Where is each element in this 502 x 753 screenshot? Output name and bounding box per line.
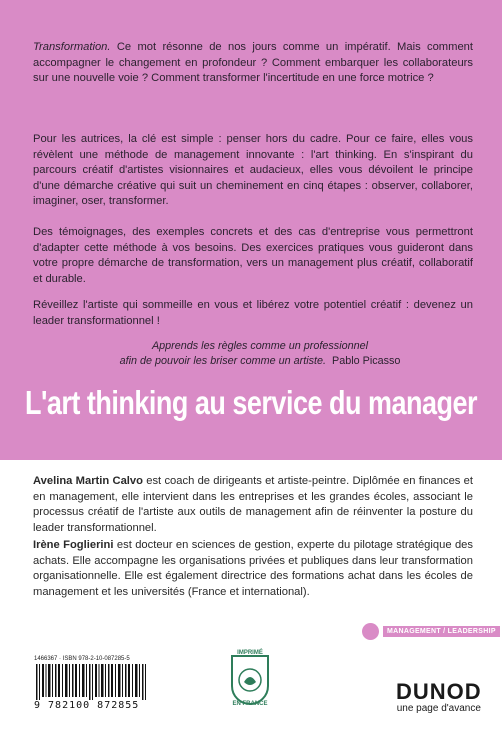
barcode-isbn: 1466367 · ISBN 978-2-10-087285-5 bbox=[34, 656, 130, 662]
author-2-bio: est docteur en sciences de gestion, experte du pilotage stratégique des achats. Elle accompagne les organisations privées et publiques dans leur transformation organisationnelle. Elle est également directrice des formations achat dans les écoles de management et les universités (France et international). bbox=[33, 539, 473, 598]
printed-in-france-seal-icon bbox=[226, 648, 274, 708]
seal-bottom-text: EN FRANCE bbox=[232, 701, 268, 707]
collection-label bbox=[362, 623, 500, 640]
author-1-name: Avelina Martin Calvo bbox=[33, 475, 143, 487]
testimonials-paragraph: Des témoignages, des exemples concrets et des cas d'entreprise vous permettront d'adapter cette méthode à vos besoins. Des exercices pratiques vous guideront dans votre propre démarche de transformation, vers un management plus créatif, collaboratif et durable. bbox=[33, 226, 473, 285]
intro-lead-word: Transformation. bbox=[33, 41, 111, 53]
author-1-bio: est coach de dirigeants et artiste-peintre. Diplômée en finances et en management, elle intervient dans les entreprises et les grandes écoles, associant le processus créatif de l'artiste aux outils de management afin de réinventer la posture du leader transformationnel. bbox=[33, 475, 473, 534]
quote-line-1: Apprends les règles comme un professionnel bbox=[151, 340, 369, 352]
intro-text: Ce mot résonne de nos jours comme un impératif. Mais comment accompagner le changement en profondeur ? Comment embarquer les collaborateurs sur une nouvelle voie ? Comment transformer l'incertitude en une force motrice ? bbox=[33, 41, 473, 85]
barcode-bars-icon bbox=[34, 664, 150, 700]
seal-top-text: IMPRIMÉ bbox=[237, 650, 263, 656]
barcode bbox=[34, 656, 154, 716]
author-2-name: Irène Foglierini bbox=[33, 539, 114, 551]
publisher-logo bbox=[396, 679, 482, 714]
quote-line-2: afin de pouvoir les briser comme un artiste. bbox=[119, 355, 326, 367]
intro-paragraph bbox=[33, 40, 473, 87]
quote-author: Pablo Picasso bbox=[332, 355, 401, 367]
headline: L'art thinking au service du manager bbox=[24, 384, 478, 422]
author-bio-2 bbox=[33, 538, 473, 600]
publisher-name: DUNOD bbox=[396, 679, 482, 704]
call-to-action-paragraph: Réveillez l'artiste qui sommeille en vous et libérez votre potentiel créatif : devenez un leader transformationnel ! bbox=[33, 299, 473, 327]
picasso-quote bbox=[60, 339, 460, 369]
collection-tag: MANAGEMENT / LEADERSHIP bbox=[383, 626, 500, 637]
author-bio-1 bbox=[33, 474, 473, 536]
quote-line-2-row bbox=[60, 354, 460, 369]
method-paragraph: Pour les autrices, la clé est simple : penser hors du cadre. Pour ce faire, elles vous révèlent une méthode de management innovante : l'art thinking. En s'inspirant du parcours créatif d'artistes visionnaires et audacieux, elles vous dévoilent le principe d'une démarche créative qui suit un cheminement en cinq étapes : observer, collaborer, imaginer, oser, transformer. bbox=[33, 133, 473, 208]
barcode-number: 9 782100 872855 bbox=[34, 700, 140, 711]
publisher-tagline: une page d'avance bbox=[396, 703, 481, 714]
collection-badge-icon bbox=[362, 623, 379, 640]
